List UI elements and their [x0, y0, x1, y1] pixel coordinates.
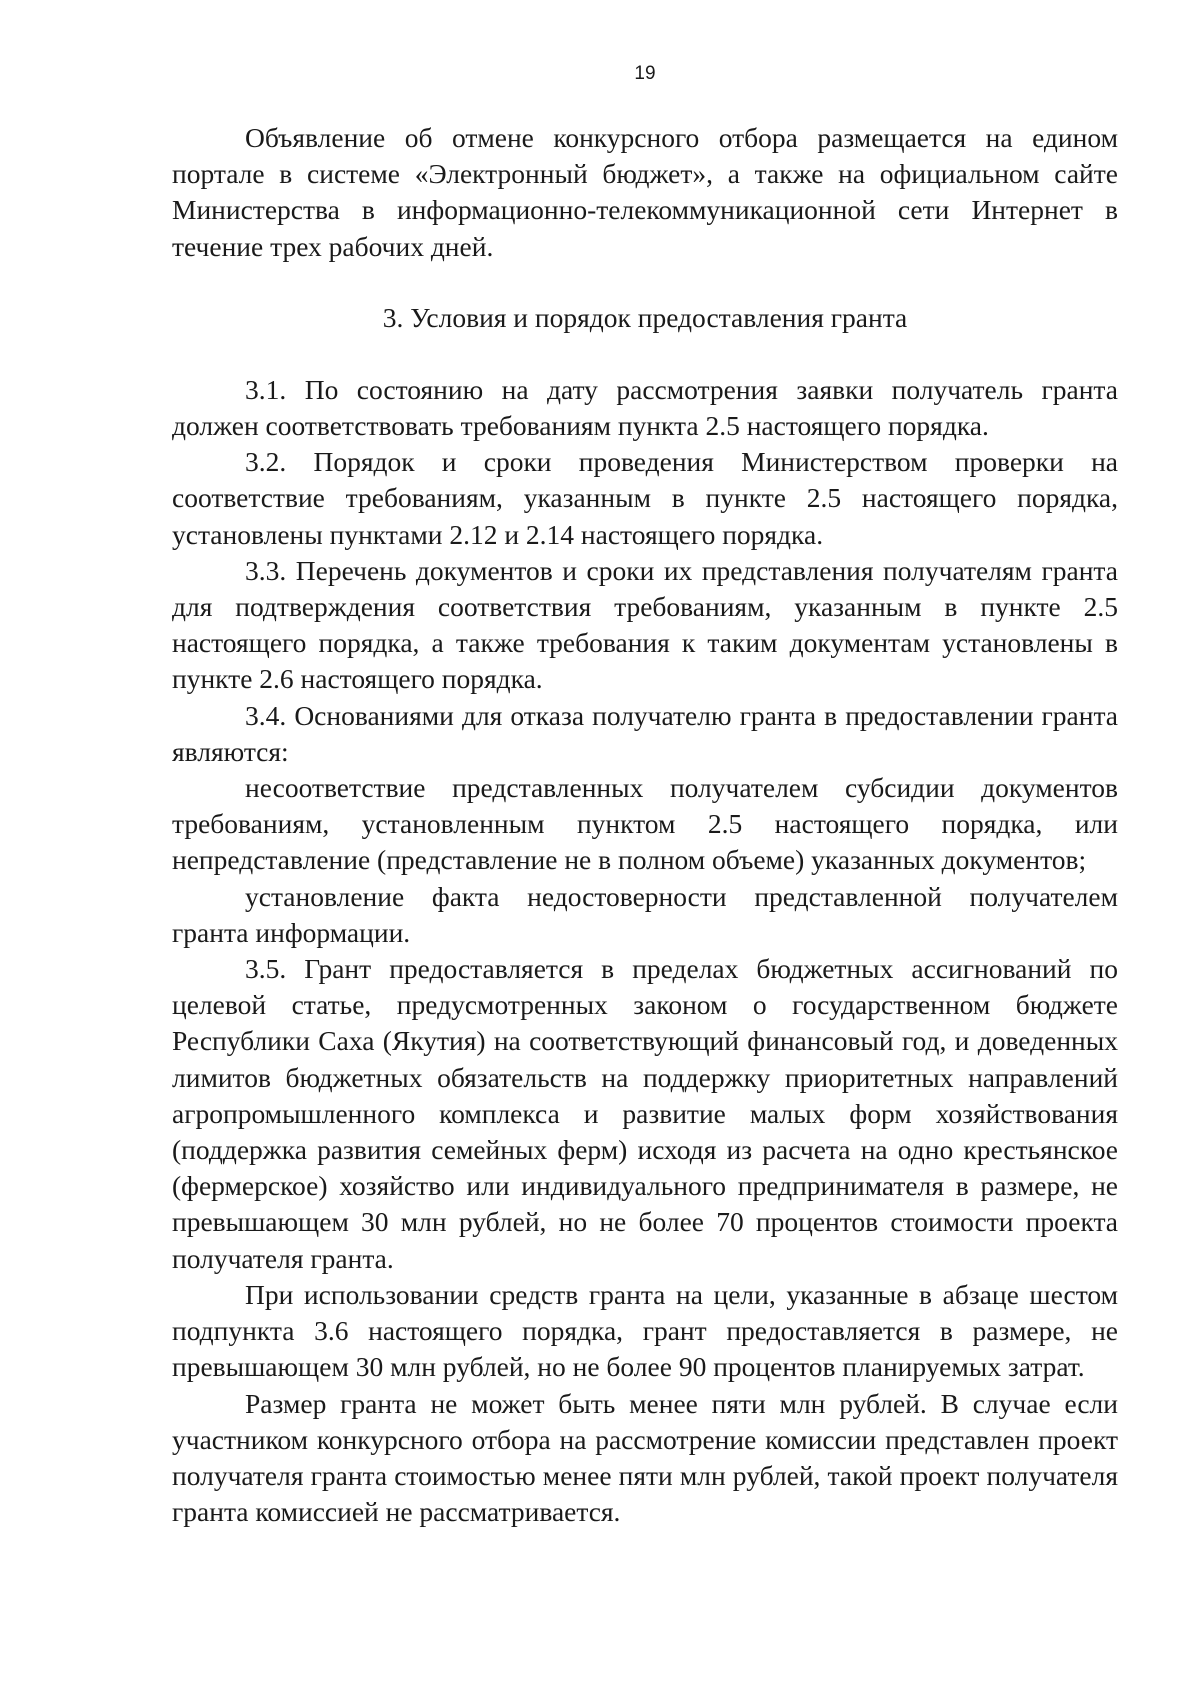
- paragraph-refusal-ground-2: установление факта недостоверности представленной получателем гранта информации.: [172, 880, 1118, 948]
- paragraph-refusal-ground-1: несоответствие представленных получателем субсидии документов требованиям, установленным пунктом 2.5 настоящего порядка, или непредставление (представление не в полном объеме) указанных документов;: [172, 772, 1118, 876]
- paragraph-grant-minimum: Размер гранта не может быть менее пяти млн рублей. В случае если участником конкурсного отбора на рассмотрение комиссии представлен проект получателя гранта стоимостью менее пяти млн рублей, такой проект получателя гранта комиссией не рассматривается.: [172, 1387, 1118, 1528]
- section-heading: 3. Условия и порядок предоставления гранта: [382, 301, 908, 333]
- page-number: 19: [634, 63, 656, 84]
- paragraph-3-2: 3.2. Порядок и сроки проведения Министерством проверки на соответствие требованиям, указанным в пункте 2.5 настоящего порядка, установлены пунктами 2.12 и 2.14 настоящего порядка.: [172, 446, 1118, 550]
- document-page: [172, 62, 1118, 1530]
- intro-paragraph: Объявление об отмене конкурсного отбора размещается на едином портале в системе «Электронный бюджет», а также на официальном сайте Министерства в информационно-телекоммуникационной сети Интернет в течение трех рабочих дней.: [172, 122, 1118, 262]
- paragraph-3-1: 3.1. По состоянию на дату рассмотрения заявки получатель гранта должен соответствовать требованиям пункта 2.5 настоящего порядка.: [172, 373, 1118, 442]
- paragraph-3-4: 3.4. Основаниями для отказа получателю гранта в предоставлении гранта являются:: [172, 699, 1118, 767]
- paragraph-3-3: 3.3. Перечень документов и сроки их представления получателям гранта для подтверждения соответствия требованиям, указанным в пункте 2.5 настоящего порядка, а также требования к таким документам установлены в пункте 2.6 настоящего порядка.: [172, 554, 1118, 695]
- paragraph-3-5: 3.5. Грант предоставляется в пределах бюджетных ассигнований по целевой статье, предусмотренных законом о государственном бюджете Республики Саха (Якутия) на соответствующий финансовый год, и доведенных лимитов бюджетных обязательств на поддержку приоритетных направлений агропромышленного комплекса и развитие малых форм хозяйствования (поддержка развития семейных ферм) исходя из расчета на одно крестьянское (фермерское) хозяйство или индивидуального предпринимателя в размере, не превышающем 30 млн рублей, но не более 70 процентов стоимости проекта получателя гранта.: [172, 953, 1118, 1274]
- paragraph-grant-usage: При использовании средств гранта на цели, указанные в абзаце шестом подпункта 3.6 настоящего порядка, грант предоставляется в размере, не превышающем 30 млн рублей, но не более 90 процентов планируемых затрат.: [172, 1278, 1118, 1383]
